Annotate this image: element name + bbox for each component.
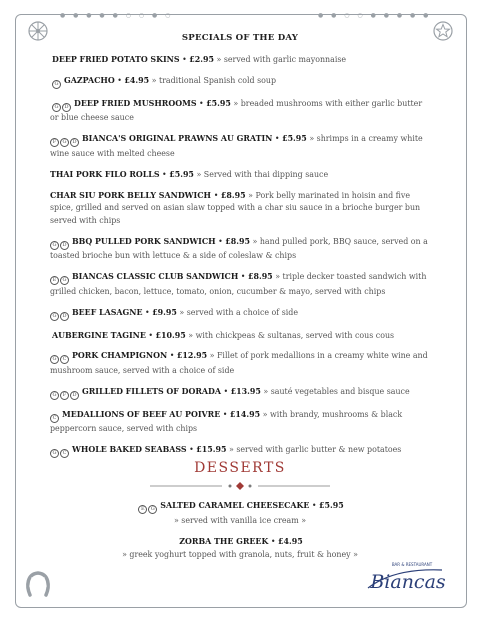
ornamental-divider [150, 481, 330, 491]
dairy-icon: D [60, 241, 69, 250]
gluten-free-icon: G [60, 276, 69, 285]
item-description: » breaded mushrooms with either garlic butter or blue cheese sauce [50, 98, 423, 123]
menu-item: E G BIANCAS CLASSIC CLUB SANDWICH • £8.95 » triple decker toasted sandwich with grilled chicken, bacon, lettuce, tomato, onion, cucumber & mayo, served with chips [50, 272, 427, 296]
fish-icon: F [60, 391, 69, 400]
allergen-icons [50, 352, 70, 365]
item-description: » with brandy, mushrooms & black peppercorn sauce, served with chips [50, 409, 403, 434]
allergen-icons [50, 388, 80, 401]
item-description: » with chickpeas & sultanas, served with cous cous [188, 330, 395, 340]
item-price: £5.95 [169, 169, 194, 179]
item-description: » hand pulled pork, BBQ sauce, served on a toasted brioche bun with lettuce & a side of coleslaw & chips [50, 236, 428, 261]
biancas-logo [364, 558, 456, 598]
dessert-description: » greek yoghurt topped with granola, nuts, fruit & honey » [122, 549, 358, 559]
dessert-price: £4.95 [277, 537, 303, 546]
item-price: £8.95 [220, 190, 246, 200]
item-description: » sauté vegetables and bisque sauce [263, 386, 410, 396]
item-name: PORK CHAMPIGNON [72, 351, 168, 361]
menu-item: G C WHOLE BAKED SEABASS • £15.95 » served with garlic butter & new potatoes [50, 444, 430, 459]
desserts-heading: DESSERTS [194, 460, 286, 476]
gluten-free-icon: G [50, 355, 59, 364]
item-name: DEEP FRIED POTATO SKINS [52, 55, 180, 64]
dessert-item: E G SALTED CARAMEL CHEESECAKE • £5.95 » served with vanilla ice cream » [0, 500, 480, 527]
celery-icon: C [50, 414, 59, 423]
item-name: WHOLE BAKED SEABASS [72, 445, 187, 455]
dairy-icon: D [62, 103, 71, 112]
dairy-icon: D [70, 138, 79, 147]
menu-item: C MEDALLIONS OF BEEF AU POIVRE • £14.95 » with brandy, mushrooms & black peppercorn sauce, served with chips [50, 409, 403, 434]
menu-item: THAI PORK FILO ROLLS • £5.95 » Served with thai dipping sauce [50, 169, 329, 179]
allergen-icons [50, 309, 70, 322]
allergen-icons [52, 100, 72, 113]
item-name: BIANCAS CLASSIC CLUB SANDWICH [72, 272, 239, 282]
item-name: BBQ PULLED PORK SANDWICH [72, 236, 216, 246]
item-description: » served with garlic butter & new potatoes [229, 445, 402, 455]
brand-tagline: BAR & RESTAURANT [391, 562, 433, 567]
item-price: £2.95 [189, 55, 214, 64]
celery-icon: C [60, 449, 69, 458]
item-description: » Served with thai dipping sauce [196, 169, 329, 179]
wheel-icon [27, 20, 49, 42]
specials-list [50, 54, 430, 459]
item-description: » triple decker toasted sandwich with grilled chicken, bacon, lettuce, tomato, onion, cucumber & mayo, served with chips [50, 272, 427, 296]
item-name: MEDALLIONS OF BEEF AU POIVRE [62, 409, 221, 419]
menu-item: CHAR SIU PORK BELLY SANDWICH • £8.95 » Pork belly marinated in hoisin and five spice, grilled and served on asian slaw topped with a char siu sauce in a brioche burger bun served with chips [50, 190, 421, 225]
item-description: » traditional Spanish cold soup [151, 75, 277, 85]
menu-item: DEEP FRIED POTATO SKINS • £2.95 » served with garlic mayonnaise [52, 55, 347, 64]
specials-section [50, 33, 430, 467]
item-price: £12.95 [176, 351, 208, 361]
gluten-free-icon: G [148, 505, 157, 514]
decorative-dots-right: ● ● ○ ○ ● ● ● ● ● [318, 12, 432, 19]
item-price: £9.95 [152, 307, 177, 317]
item-price: £15.95 [196, 445, 227, 455]
gluten-free-icon: G [50, 391, 59, 400]
menu-item: AUBERGINE TAGINE • £10.95 » with chickpeas & sultanas, served with cous cous [52, 330, 395, 340]
dessert-price: £5.95 [319, 501, 344, 510]
item-price: £4.95 [124, 75, 150, 85]
menu-item: G D BBQ PULLED PORK SANDWICH • £8.95 » hand pulled pork, BBQ sauce, served on a toasted brioche bun with lettuce & a side of coleslaw & chips [50, 236, 428, 261]
allergen-icons [50, 411, 60, 424]
menu-item: G GAZPACHO • £4.95 » traditional Spanish cold soup [50, 75, 430, 90]
fish-icon: F [50, 138, 59, 147]
item-description: » Fillet of pork medallions in a creamy white wine and mushroom sauce, served with a choice of side [50, 351, 428, 376]
specials-heading: SPECIALS OF THE DAY [181, 33, 299, 43]
item-name: CHAR SIU PORK BELLY SANDWICH [50, 190, 214, 200]
decorative-dots-left: ● ● ● ● ● ○ ○ ● ○ [60, 12, 174, 19]
menu-item: F G D BIANCA'S ORIGINAL PRAWNS AU GRATIN • £5.95 » shrimps in a creamy white wine sauce with melted cheese [50, 134, 423, 158]
dessert-item: ZORBA THE GREEK • £4.95 » greek yoghurt topped with granola, nuts, fruit & honey » [0, 536, 480, 561]
horseshoe-icon [24, 568, 52, 598]
allergen-icons [52, 77, 62, 90]
item-name: BIANCA'S ORIGINAL PRAWNS AU GRATIN [82, 134, 273, 144]
brand-name: Biancas [370, 571, 446, 593]
allergen-icons [138, 502, 158, 515]
item-name: BEEF LASAGNE [72, 307, 143, 317]
item-price: £14.95 [229, 409, 261, 419]
dessert-description: » served with vanilla ice cream » [173, 515, 307, 525]
egg-icon: E [50, 276, 59, 285]
dessert-name: SALTED CARAMEL CHEESECAKE [160, 501, 310, 510]
item-description: » served with a choice of side [179, 307, 299, 317]
dessert-name: ZORBA THE GREEK [179, 537, 269, 546]
item-name: DEEP FRIED MUSHROOMS [74, 98, 197, 108]
menu-item: G D DEEP FRIED MUSHROOMS • £5.95 » breaded mushrooms with either garlic butter or blue cheese sauce [50, 98, 423, 123]
gluten-free-icon: G [50, 449, 59, 458]
menu-item: G F D GRILLED FILLETS OF DORADA • £13.95 » sauté vegetables and bisque sauce [50, 386, 430, 401]
gluten-free-icon: G [52, 103, 61, 112]
gluten-free-icon: G [50, 241, 59, 250]
dairy-icon: D [70, 391, 79, 400]
menu-item: G D BEEF LASAGNE • £9.95 » served with a choice of side [50, 307, 430, 322]
item-name: GRILLED FILLETS OF DORADA [82, 386, 221, 396]
star-badge-icon [432, 20, 454, 42]
item-price: £5.95 [206, 98, 231, 108]
allergen-icons [50, 446, 70, 459]
item-name: AUBERGINE TAGINE [52, 330, 146, 340]
item-price: £8.95 [225, 236, 250, 246]
item-name: THAI PORK FILO ROLLS [50, 169, 160, 179]
item-price: £13.95 [230, 386, 261, 396]
gluten-free-icon: G [60, 138, 69, 147]
item-price: £5.95 [282, 134, 307, 144]
celery-icon: C [60, 355, 69, 364]
allergen-icons [50, 238, 70, 251]
item-price: £10.95 [155, 330, 186, 340]
gluten-free-icon: G [50, 312, 59, 321]
egg-icon: E [138, 505, 147, 514]
item-price: £8.95 [247, 272, 273, 282]
item-name: GAZPACHO [64, 75, 115, 85]
item-description: » shrimps in a creamy white wine sauce with melted cheese [50, 134, 423, 158]
item-description: » Pork belly marinated in hoisin and five spice, grilled and served on asian slaw topped with a char siu sauce in a brioche burger bun served with chips [50, 190, 421, 225]
menu-item: G C PORK CHAMPIGNON • £12.95 » Fillet of pork medallions in a creamy white wine and mushroom sauce, served with a choice of side [50, 351, 428, 376]
allergen-icons [50, 135, 80, 148]
gluten-free-icon: G [52, 80, 61, 89]
item-description: » served with garlic mayonnaise [216, 55, 347, 64]
dairy-icon: D [60, 312, 69, 321]
allergen-icons [50, 273, 70, 286]
